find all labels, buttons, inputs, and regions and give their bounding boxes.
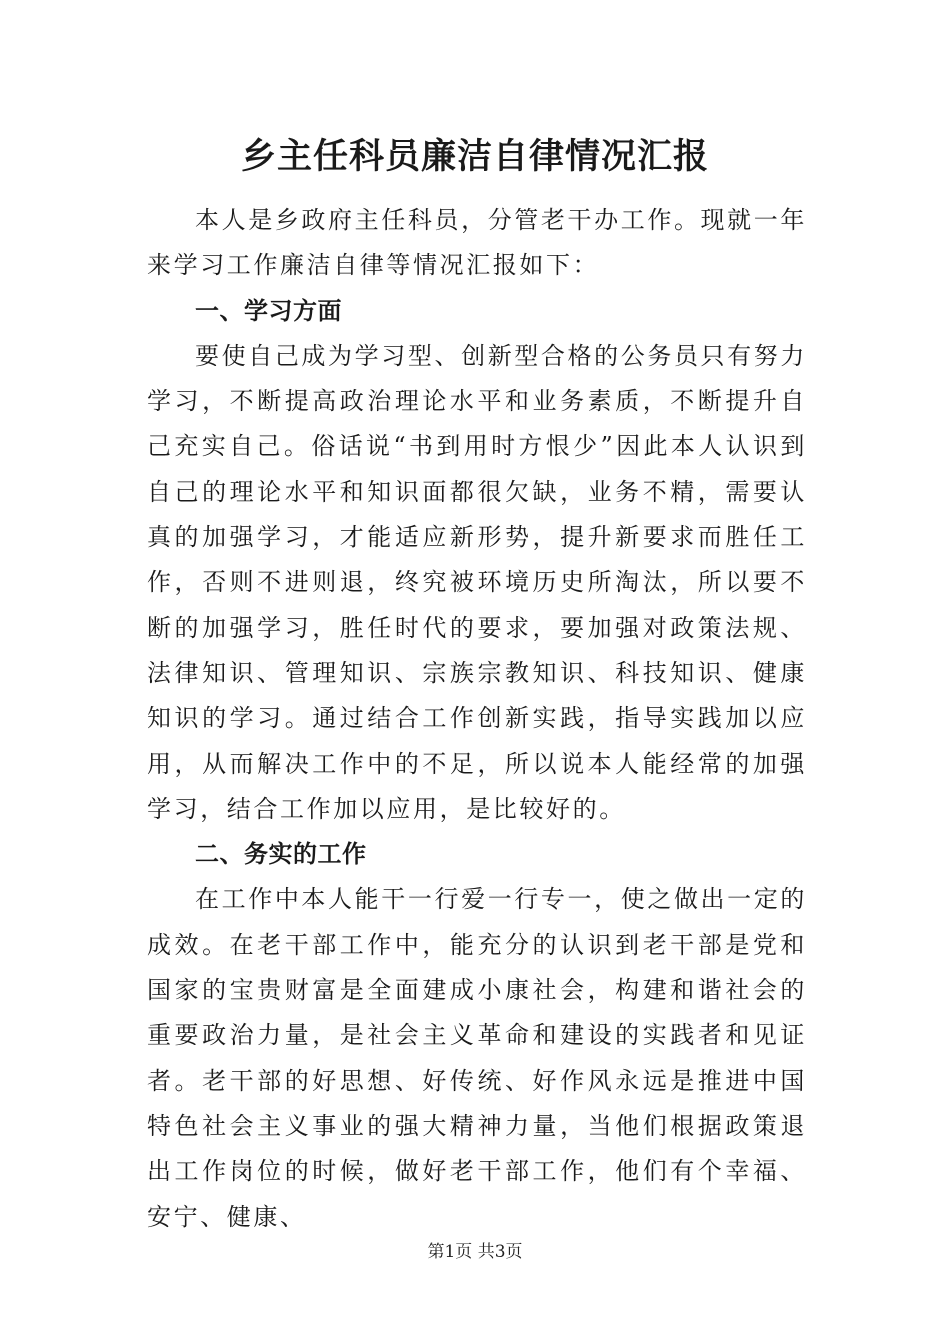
section-heading-study: 一、学习方面 (195, 296, 342, 325)
document-title: 乡主任科员廉洁自律情况汇报 (240, 136, 709, 177)
work-paragraph: 在工作中本人能干一行爱一行专一，使之做出一定的成效。在老干部工作中，能充分的认识到老干部是党和国家的宝贵财富是全面建成小康社会，构建和谐社会的重要政治力量，是社会主义革命和建设的实践者和见证者。老干部的好思想、好传统、好作风永远是推进中国特色社会主义事业的强大精神力量，当他们根据政策退出工作岗位的时候，做好老干部工作，他们有个幸福、安宁、健康、 (147, 885, 807, 1231)
page-footer: 第1页 共3页 (427, 1242, 523, 1262)
document-body (147, 198, 807, 1240)
study-paragraph: 要使自己成为学习型、创新型合格的公务员只有努力学习，不断提高政治理论水平和业务素质，不断提升自己充实自己。俗话说“书到用时方恨少”因此本人认识到自己的理论水平和知识面都很欠缺，业务不精，需要认真的加强学习，才能适应新形势，提升新要求而胜任工作，否则不进则退，终究被环境历史所淘汰，所以要不断的加强学习，胜任时代的要求，要加强对政策法规、法律知识、管理知识、宗族宗教知识、科技知识、健康知识的学习。通过结合工作创新实践，指导实践加以应用，从而解决工作中的不足，所以说本人能经常的加强学习，结合工作加以应用，是比较好的。 (147, 341, 807, 823)
intro-paragraph: 本人是乡政府主任科员，分管老干办工作。现就一年来学习工作廉洁自律等情况汇报如下： (147, 206, 807, 280)
section-heading-work: 二、务实的工作 (195, 840, 367, 869)
